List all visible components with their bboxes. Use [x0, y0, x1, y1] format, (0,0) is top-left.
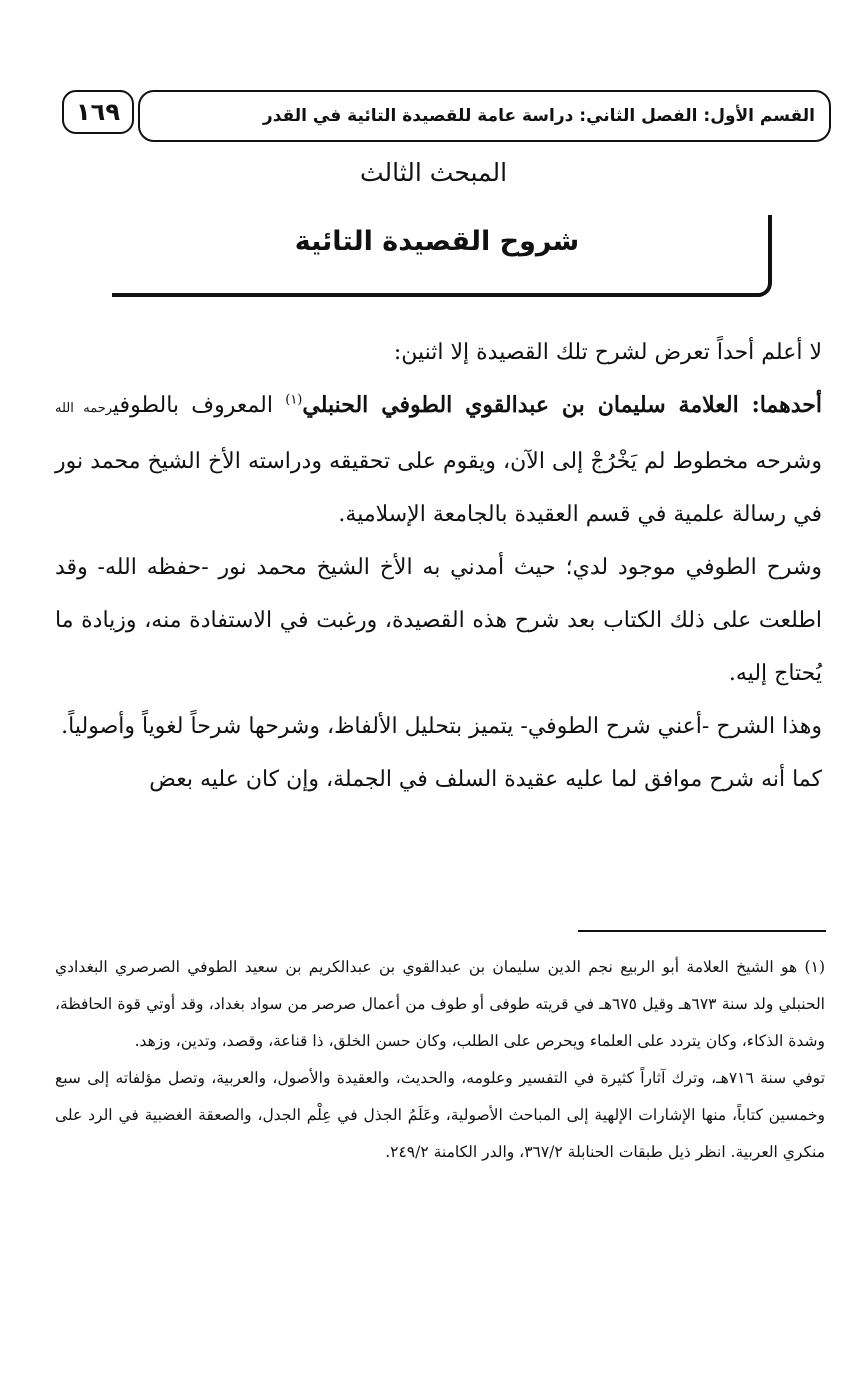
paragraph-agreement: كما أنه شرح موافق لما عليه عقيدة السلف في الجملة، وإن كان عليه بعض	[149, 767, 822, 792]
footnote-paragraph-biography: (١) هو الشيخ العلامة أبو الربيع نجم الدين سليمان بن عبدالقوي بن عبدالكريم بن سعيد الطوفي الصرصري البغدادي الحنبلي ولد سنة ٦٧٣هـ وقيل ٦٧٥هـ في قريته طوفى أو طوف من أعمال صرصر من سواد بغداد، وقد أوتي قوة الحافظة، وشدة الذكاء، وكان يتردد على العلماء ويحرص على الطلب، وكان حسن الخلق، ذا قناعة، وقصد، وتدين، وزهد.	[55, 958, 825, 1050]
page-number-text: ١٦٩	[76, 98, 120, 126]
paragraph-commentary-features: وهذا الشرح -أعني شرح الطوفي- يتميز بتحليل الألفاظ، وشرحها شرحاً لغوياً وأصولياً.	[61, 714, 822, 739]
paragraph-tufi-commentary: وشرح الطوفي موجود لدي؛ حيث أمدني به الأخ الشيخ محمد نور -حفظه الله- وقد اطلعت على ذلك الكتاب بعد شرح هذه القصيدة، ورغبت في الاستفادة منه، وزيادة ما يُحتاج إليه.	[55, 555, 822, 686]
first-commentator-known-as: المعروف بالطوفي	[112, 393, 273, 418]
running-header	[138, 90, 831, 142]
footnote	[55, 949, 825, 1171]
page-number	[62, 90, 134, 134]
paragraph-first-commentary	[55, 379, 822, 541]
footnote-paragraph-works: توفي سنة ٧١٦هـ، وترك آثاراً كثيرة في التفسير وعلومه، والحديث، والعقيدة والأصول، والعربية، وتصل مؤلفاته إلى سبع وخمسين كتاباً، منها الإشارات الإلهية إلى المباحث الأصولية، وعَلَمُ الجذل في عِلْم الجدل، والصعقة الغضبية في الرد على منكري العربية. انظر ذيل طبقات الحنابلة ٣٦٧/٢، والدر الكامنة ٢٤٩/٢.	[55, 1069, 826, 1161]
paragraph-intro: لا أعلم أحداً تعرض لشرح تلك القصيدة إلا اثنين:	[393, 340, 822, 365]
body-text	[55, 326, 822, 806]
footnote-separator	[578, 930, 826, 932]
footnote-marker: (١)	[285, 392, 303, 408]
first-commentator-name: أحدهما: العلامة سليمان بن عبدالقوي الطوفي الحنبلي	[302, 392, 822, 418]
section-title: شروح القصيدة التائية	[294, 226, 580, 257]
running-title: القسم الأول: الفصل الثاني: دراسة عامة للقصيدة التائية في القدر	[262, 106, 815, 126]
honorific-glyph: رحمه الله	[55, 401, 113, 416]
first-commentary-details: وشرحه مخطوط لم يَخْرُجْ إلى الآن، ويقوم على تحقيقه ودراسته الأخ الشيخ محمد نور في رسالة علمية في قسم العقيدة بالجامعة الإسلامية.	[55, 449, 822, 527]
section-subtitle: المبحث الثالث	[359, 158, 508, 187]
